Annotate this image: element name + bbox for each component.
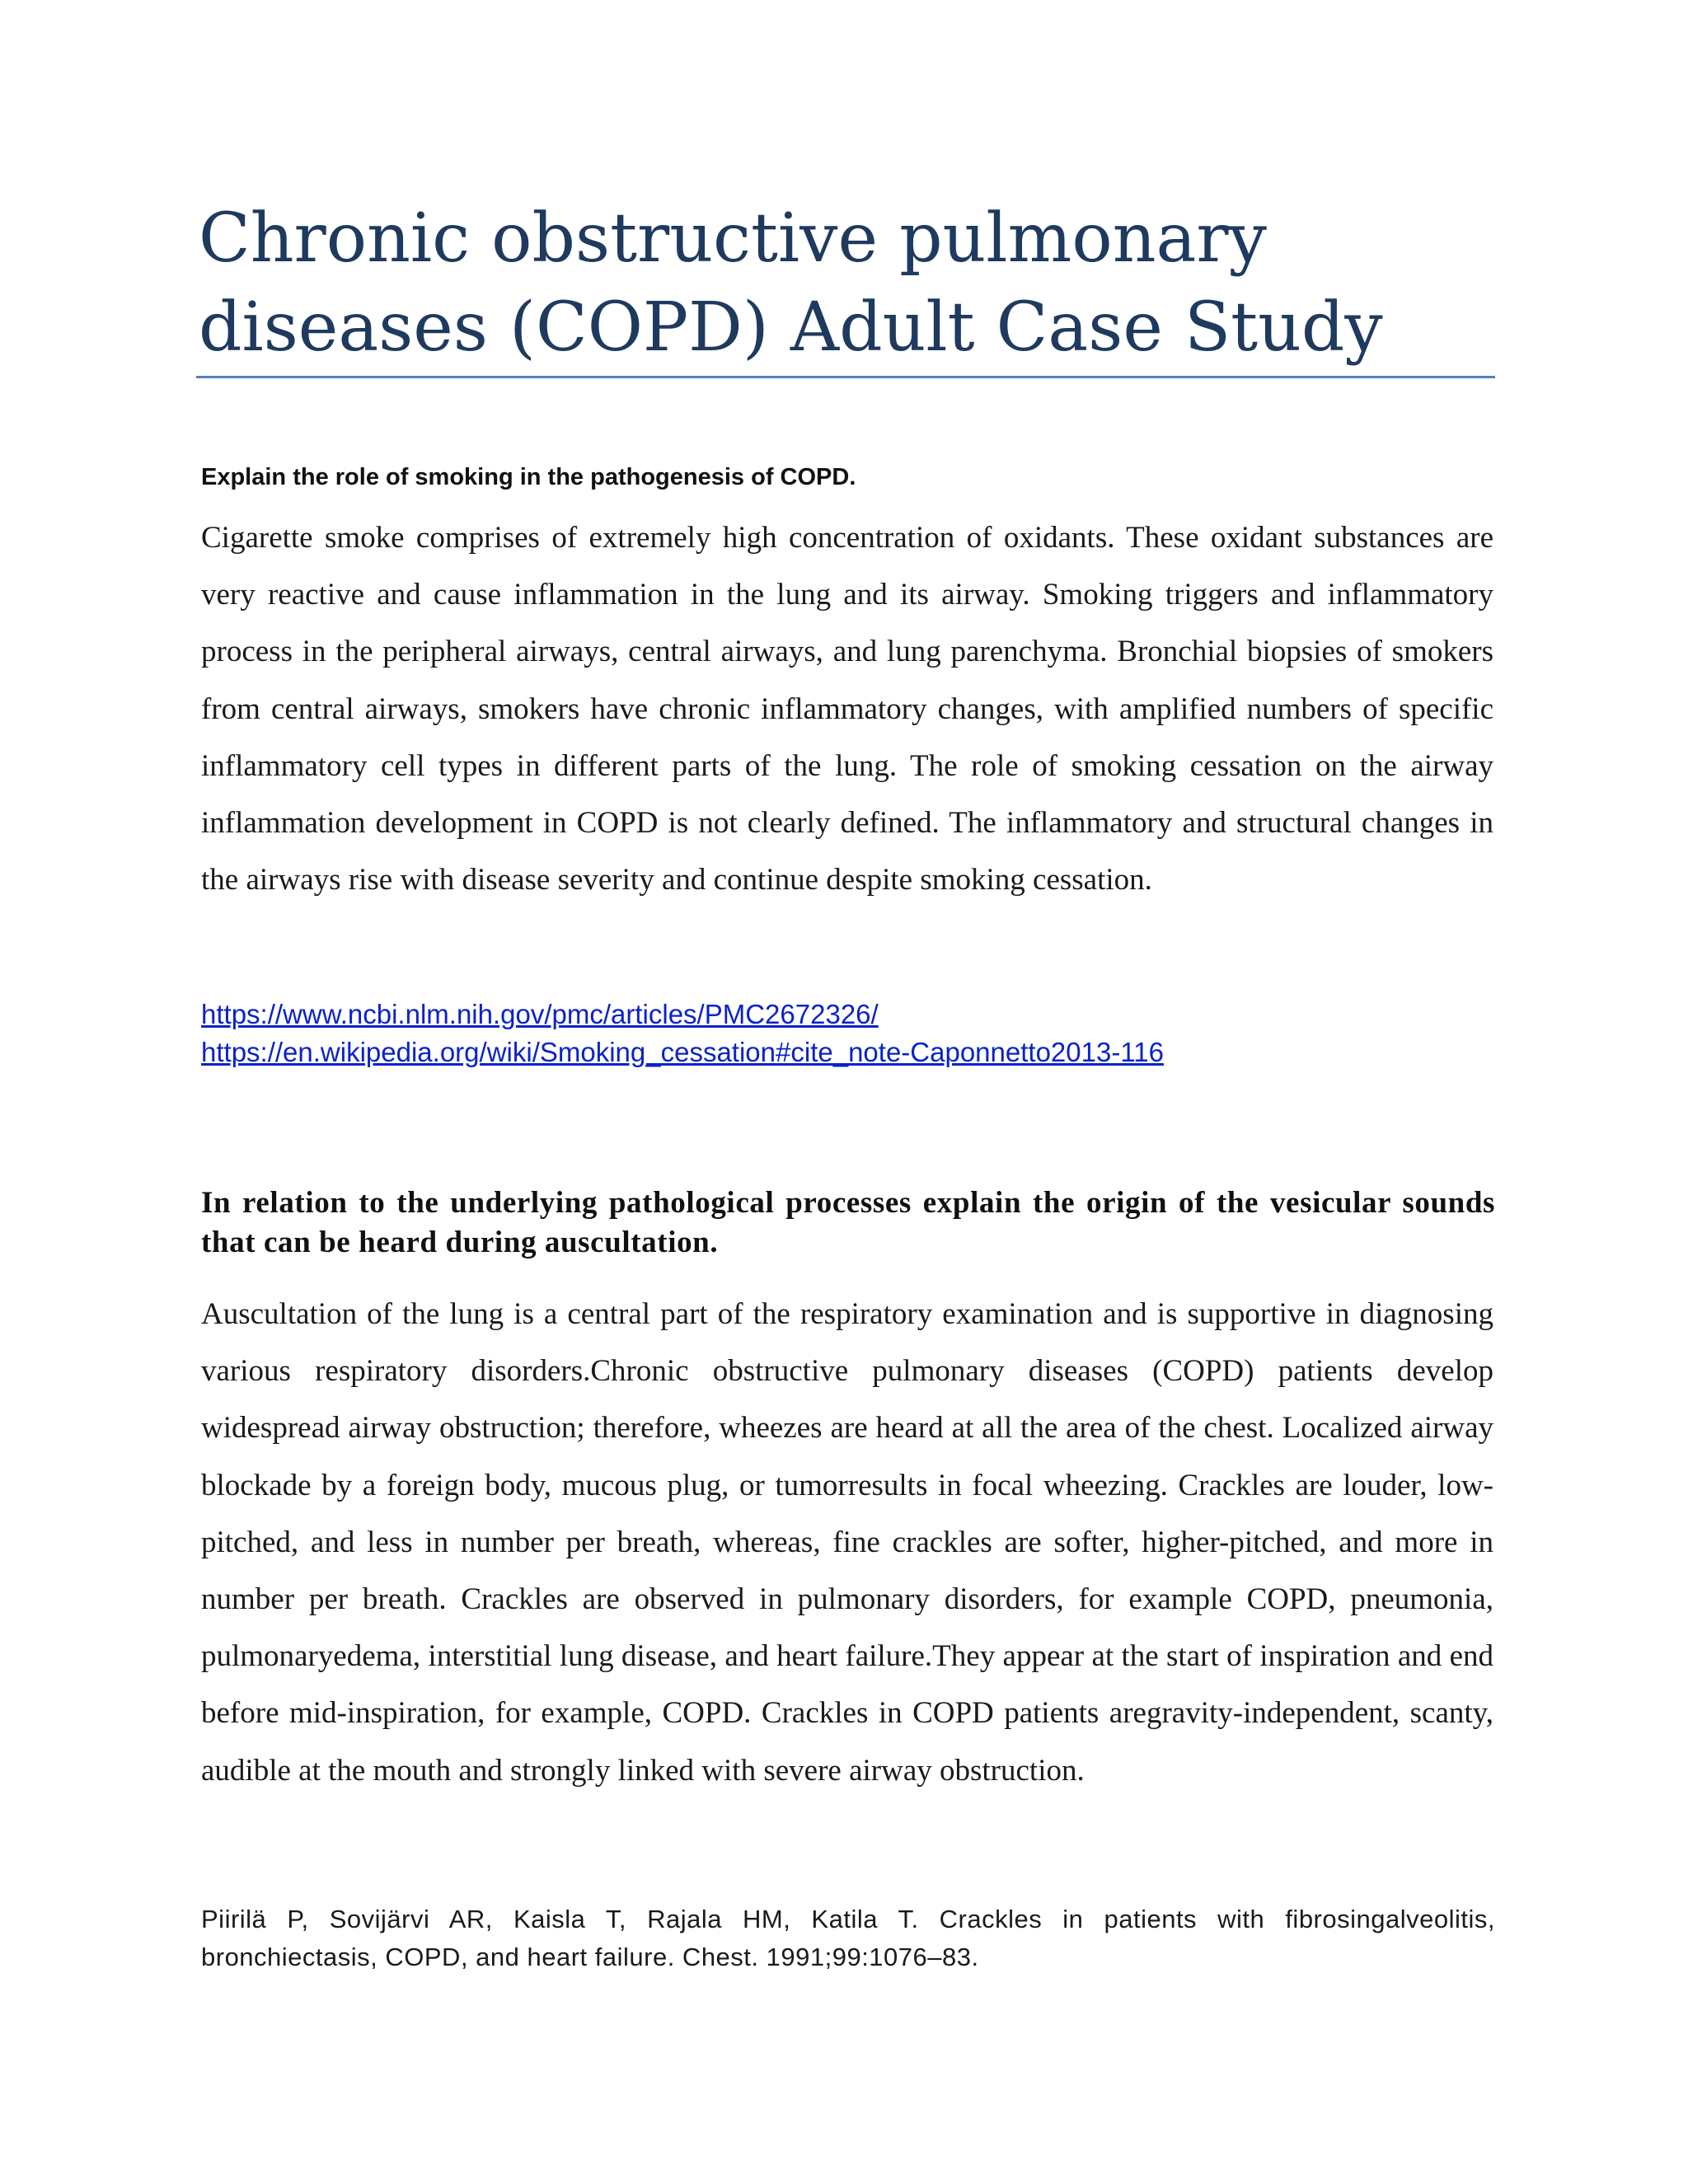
title-block [199,194,1494,373]
answer-auscultation: Auscultation of the lung is a central part of the respiratory examination and is supportive in diagnosing various respiratory disorders.Chronic obstructive pulmonary diseases (COPD) patients develop widespread airway obstruction; therefore, wheezes are heard at all the area of the chest. Localized airway blockade by a foreign body, mucous plug, or tumorresults in focal wheezing. Crackles are louder, low-pitched, and less in number per breath, whereas, fine crackles are softer, higher-pitched, and more in number per breath. Crackles are observed in pulmonary disorders, for example COPD, pneumonia, pulmonaryedema, interstitial lung disease, and heart failure.They appear at the start of inspiration and end before mid-inspiration, for example, COPD. Crackles in COPD patients aregravity-independent, scanty, audible at the mouth and strongly linked with severe airway obstruction. [201,1297,1493,1788]
question-auscultation: In relation to the underlying pathological processes explain the origin of the vesicular sounds that can be heard during auscultation. [201,1186,1495,1259]
citation: Piirilä P, Sovijärvi AR, Kaisla T, Rajala HM, Katila T. Crackles in patients with fibrosingalveolitis, bronchiectasis, COPD, and heart failure. Chest. 1991;99:1076–83. [201,1905,1495,1971]
reference-links [201,996,1495,1071]
ncbi-link[interactable]: https://www.ncbi.nlm.nih.gov/pmc/articles/PMC2672326/ [201,999,879,1029]
answer-smoking: Cigarette smoke comprises of extremely high concentration of oxidants. These oxidant substances are very reactive and cause inflammation in the lung and its airway. Smoking triggers and inflammatory process in the peripheral airways, central airways, and lung parenchyma. Bronchial biopsies of smokers from central airways, smokers have chronic inflammatory changes, with amplified numbers of specific inflammatory cell types in different parts of the lung. The role of smoking cessation on the airway inflammation development in COPD is not clearly defined. The inflammatory and structural changes in the airways rise with disease severity and continue despite smoking cessation. [201,521,1493,898]
document-title: Chronic obstructive pulmonary diseases (COPD) Adult Case Study [199,199,1383,367]
title-underline [196,376,1495,378]
question-smoking: Explain the role of smoking in the pathogenesis of COPD. [201,464,856,490]
wikipedia-link[interactable]: https://en.wikipedia.org/wiki/Smoking_cessation#cite_note-Caponnetto2013-116 [201,1037,1164,1067]
